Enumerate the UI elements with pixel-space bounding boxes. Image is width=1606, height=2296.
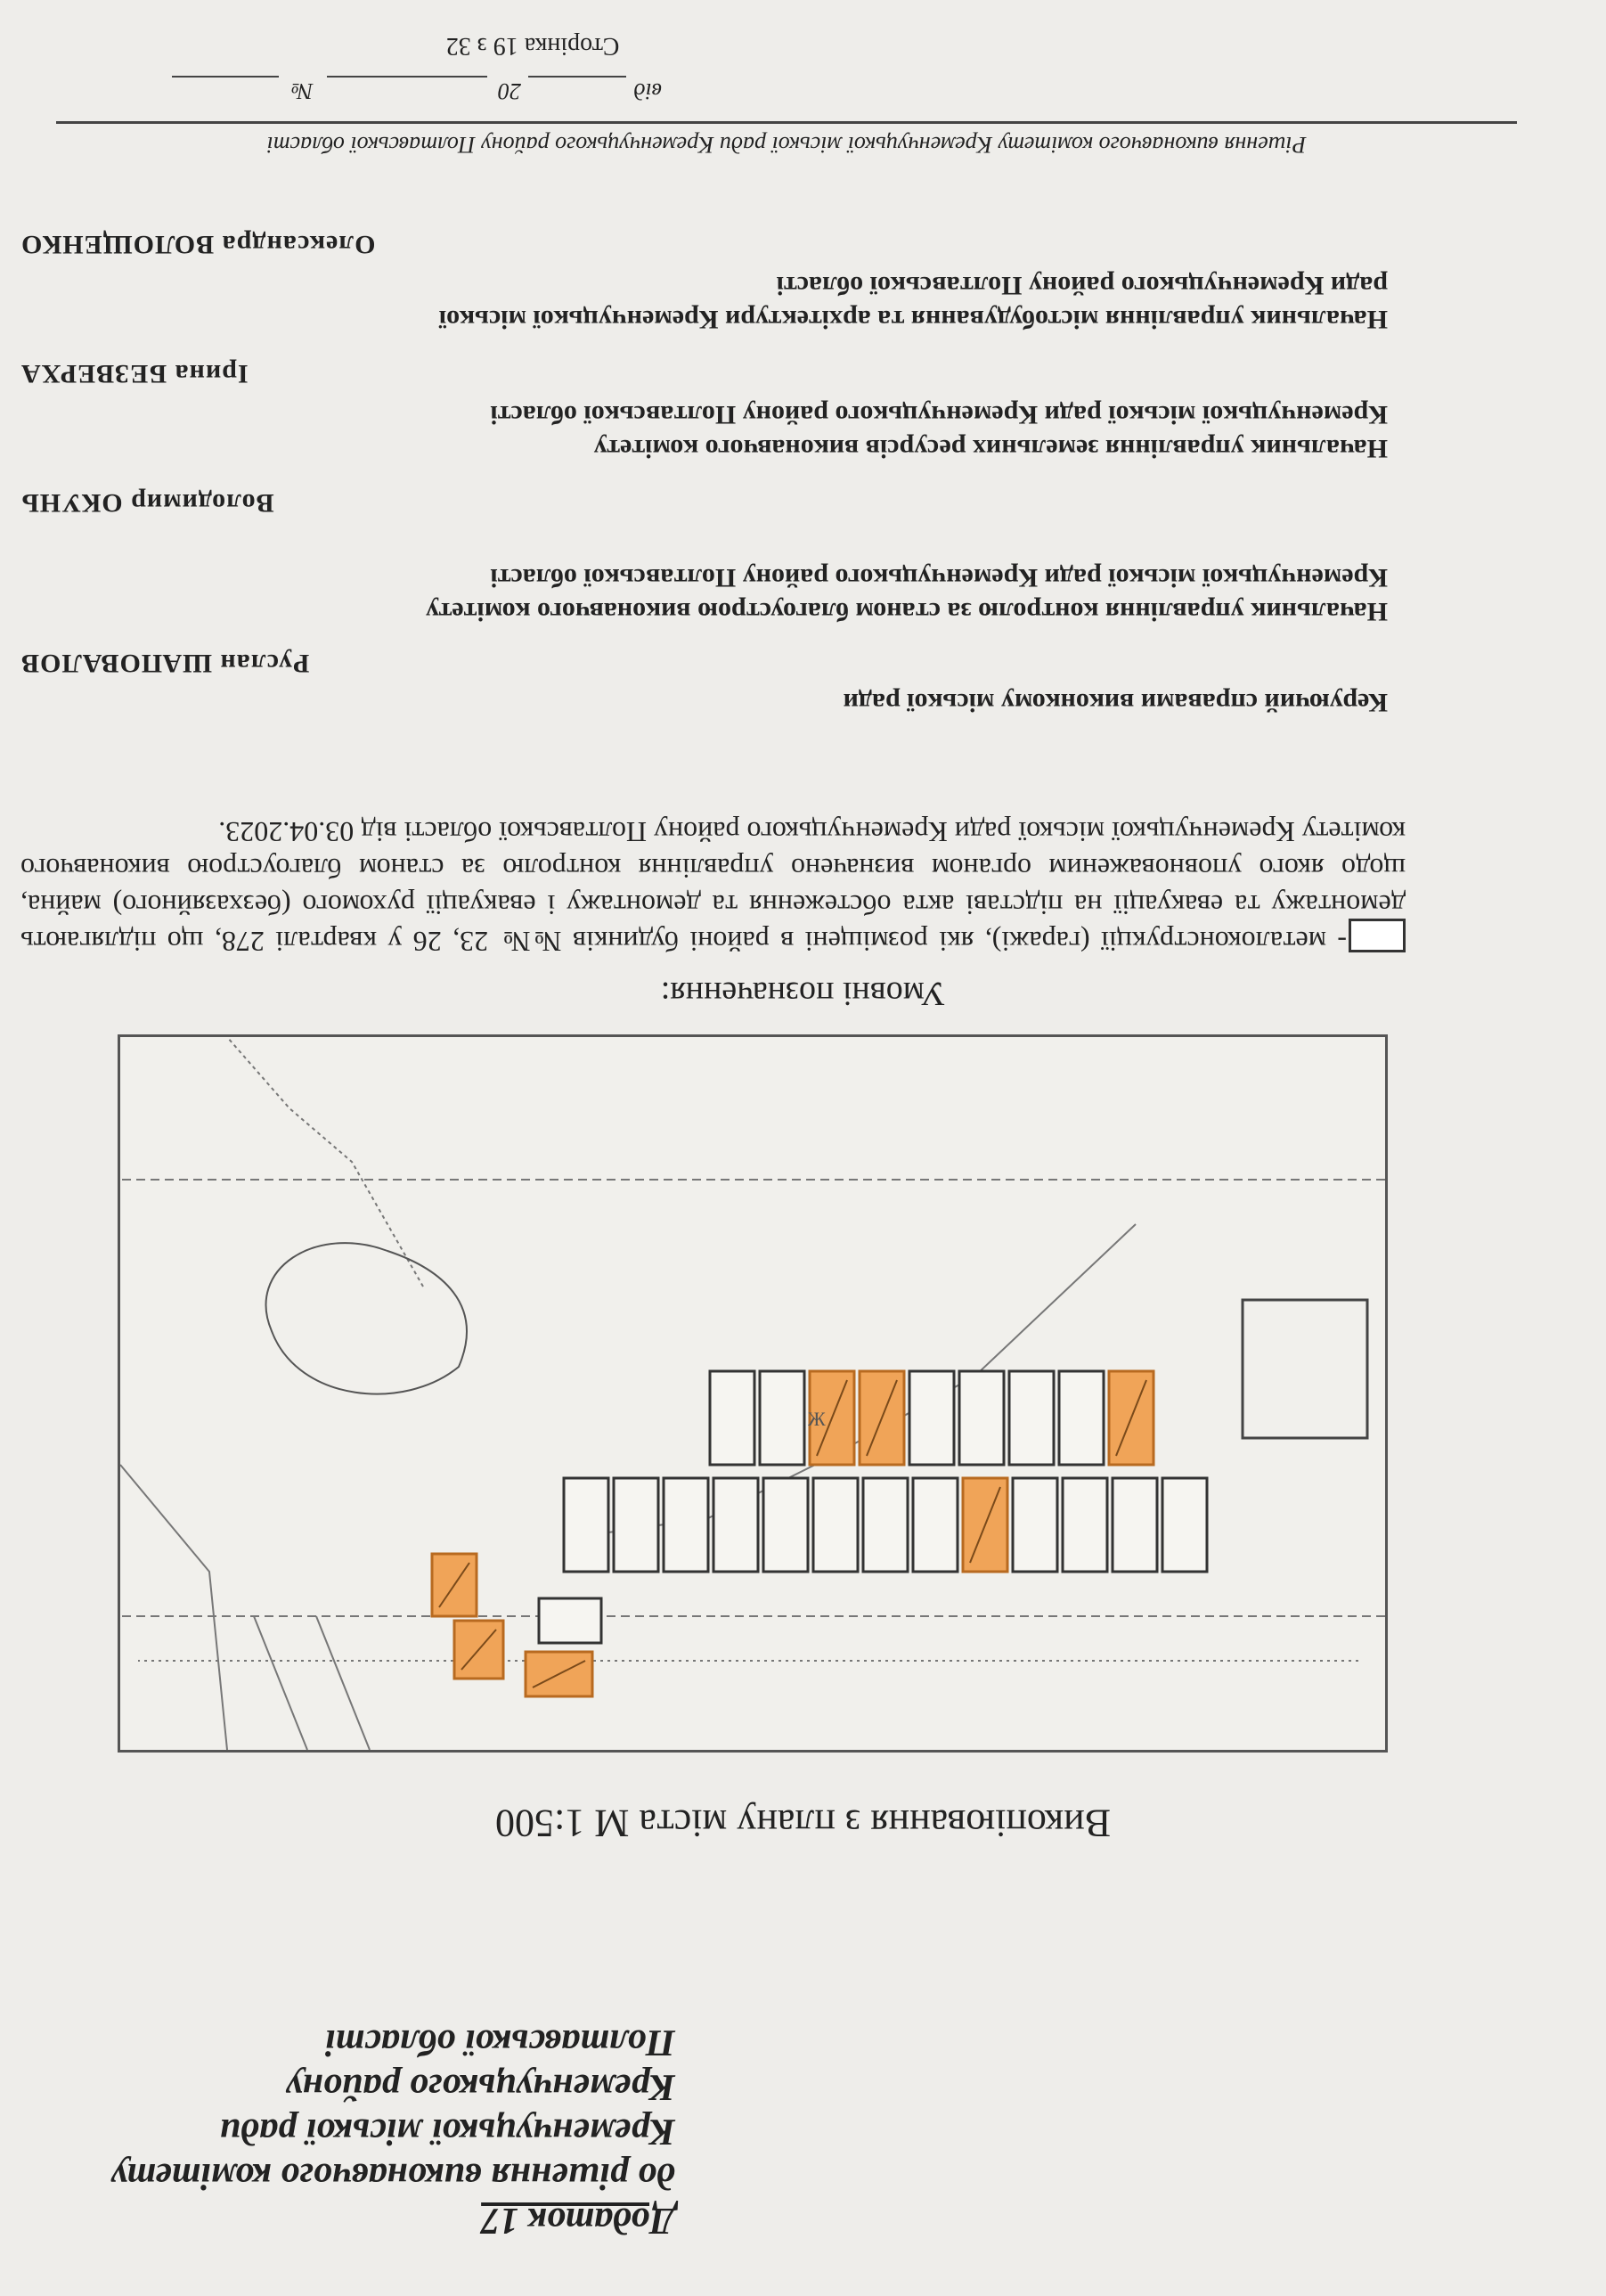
signature-name: Олександра ВОЛОЩЕНКО [20,230,376,259]
garage [763,1478,808,1572]
garage-row-lower [710,1371,1154,1465]
garage [959,1371,1004,1465]
signature-name: Руслан ШАПОВАЛОВ [20,649,310,678]
date-blank [528,76,626,78]
appendix-line: Кременчуцької міської ради [219,2111,675,2152]
garage [713,1478,758,1572]
from-label: від [633,78,662,104]
site-map [118,1034,1388,1753]
garage [813,1478,858,1572]
garage [1059,1371,1104,1465]
signature-block [20,229,1388,336]
appendix-line: Кременчуцького району [285,2066,675,2107]
signature-position: Начальник управління земельних ресурсів виконавчого комітету Кременчуцької міської ради Кременчуцького району Полтавської області [490,400,1388,463]
garage [710,1371,754,1465]
garage [909,1371,954,1465]
signature-position: Начальник управління контролю за станом благоустрою виконавчого комітету Кременчуцької міської ради Кременчуцького району Полтавської області [426,563,1388,626]
signature-position: Начальник управління містобудування та архітектури Кременчуцької міської ради Кременчуцького району Полтавської області [438,271,1388,334]
garage [539,1598,601,1643]
year-label: 20 [498,78,521,104]
building-label: Ж [808,1408,826,1430]
appendix-line: Полтавської області [324,2022,675,2063]
signature-position: Керуючий справами виконкому міської ради [843,688,1388,717]
building-outline [1243,1300,1367,1438]
garage [1113,1478,1157,1572]
year-blank [327,76,487,78]
garage-group-right [432,1554,601,1696]
signature-name: Володимир ОКУНЬ [20,488,274,518]
signature-block [20,487,1388,628]
garage [760,1371,804,1465]
garage [664,1478,708,1572]
registration-line [110,65,662,104]
garage [913,1478,958,1572]
garage [863,1478,908,1572]
legend-title: Умовні позначення: [660,975,946,1012]
garage [1063,1478,1107,1572]
garage [1162,1478,1207,1572]
signature-block [20,648,1388,719]
signature-name: Ірина БЕЗВЕРХА [20,359,249,388]
garage [1009,1371,1054,1465]
footer-text: Рішення виконавчого комітету Кременчуцької міської ради Кременчуцького району Полтавської області [56,121,1517,158]
number-blank [172,76,279,78]
garage [614,1478,658,1572]
appendix-number: Додаток 17 [481,2200,675,2241]
legend-description: - металоконструкції (гаражі), які розміщені в районі будинків №№ 23, 26 у кварталі 278, що підлягають демонтажу та евакуації на підставі акта обстеження та демонтажу і евакуації рухомого (безхазяйного) майна, щодо якого уповноваженим органом визначено управління контролю за станом благоустрою виконавчого комітету Кременчуцької міської ради Кременчуцького району Полтавської області від 03.04.2023. [20,816,1406,958]
plan-title: Викопіювання з плану міста М 1:500 [495,1802,1111,1845]
appendix-header [34,2020,675,2243]
signature-block [20,358,1388,465]
garage [1013,1478,1057,1572]
number-label: № [290,78,313,104]
map-drawing [120,1037,1385,1750]
garage [564,1478,608,1572]
appendix-line: до рішення виконавчого комітету [110,2155,675,2196]
page-number: Сторінка 19 з 32 [445,32,620,60]
